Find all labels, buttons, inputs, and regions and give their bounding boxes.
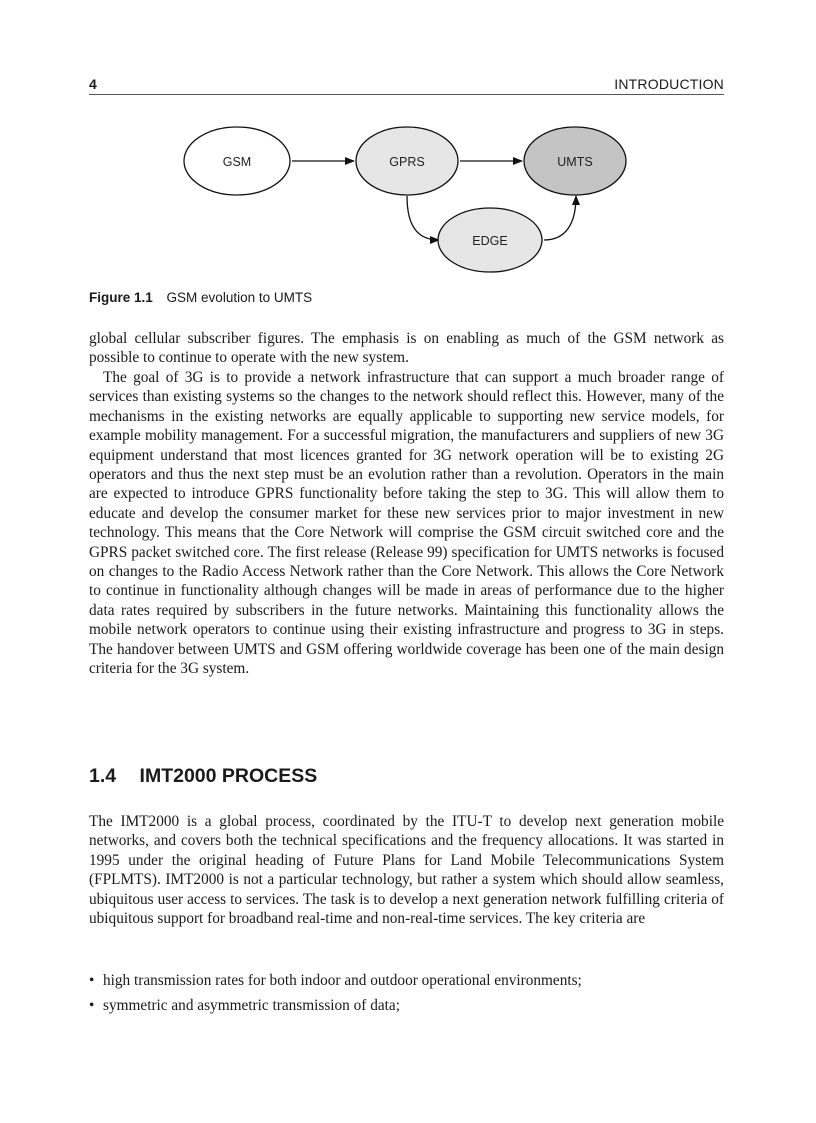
node-gprs-label: GPRS xyxy=(389,155,425,169)
list-item xyxy=(89,996,724,1015)
section-number: 1.4 xyxy=(89,765,117,787)
running-title: INTRODUCTION xyxy=(614,76,724,92)
arrow-gprs-to-edge xyxy=(407,196,439,240)
figure-caption-text: GSM evolution to UMTS xyxy=(166,290,313,305)
node-edge-label: EDGE xyxy=(472,234,508,248)
body-paragraph-1: global cellular subscriber figures. The emphasis is on enabling as much of the GSM network as possible to continue to operate with the new system. xyxy=(89,330,724,367)
body-paragraph-2: The goal of 3G is to provide a network infrastructure that can support a much broader range of services than existing systems so the changes to the network should reflect this. However, many of the mechanisms in the existing networks are equally applicable to supporting new service models, for example mobility management. For a successful migration, the manufacturers and suppliers of new 3G equipment understand that most licences granted for 3G network operation will be to existing 2G operators and thus the next step must be an evolution rather than a revolution. Operators in the main are expected to introduce GPRS functionality before taking the step to 3G. This will allow them to educate and develop the consumer market for these new services prior to major investment in new technology. This means that the Core Network will comprise the GSM circuit switched core and the GPRS packet switched core. The first release (Release 99) specification for UMTS networks is focused on changes to the Radio Access Network rather than the Core Network. This allows the Core Network to continue in functionality although changes will be made in areas of performance due to the higher data rates required by subscribers in the future networks. Maintaining this functionality allows the mobile network operators to continue using their existing infrastructure and progress to 3G in steps. The handover between UMTS and GSM offering worldwide coverage has been one of the main design criteria for the 3G system. xyxy=(89,369,724,678)
page-number: 4 xyxy=(89,76,97,92)
evolution-diagram xyxy=(89,110,724,285)
figure-gsm-evolution xyxy=(89,110,724,285)
bullet-icon: • xyxy=(89,972,95,989)
arrow-edge-to-umts xyxy=(544,196,576,240)
node-umts-label: UMTS xyxy=(557,155,593,169)
criteria-list xyxy=(89,971,724,1022)
running-header xyxy=(89,76,724,95)
list-item-text: high transmission rates for both indoor and outdoor operational environments; xyxy=(103,972,582,989)
list-item-text: symmetric and asymmetric transmission of data; xyxy=(103,997,400,1015)
node-gsm-label: GSM xyxy=(222,155,252,169)
section-title: IMT2000 PROCESS xyxy=(139,765,318,787)
section-heading xyxy=(89,765,317,788)
figure-caption xyxy=(89,290,312,305)
list-item xyxy=(89,971,724,990)
section-paragraph: The IMT2000 is a global process, coordinated by the ITU-T to develop next generation mobile networks, and covers both the technical specifications and the frequency allocations. It was started in 1995 under the original heading of Future Plans for Land Mobile Telecommunications System (FPLMTS). IMT2000 is not a particular technology, but rather a system which should allow seamless, ubiquitous user access to services. The task is to develop a next generation network fulfilling criteria of ubiquitous support for broadband real-time and non-real-time services. The key criteria are xyxy=(89,813,724,928)
bullet-icon: • xyxy=(89,997,95,1015)
figure-number: Figure 1.1 xyxy=(89,290,153,305)
